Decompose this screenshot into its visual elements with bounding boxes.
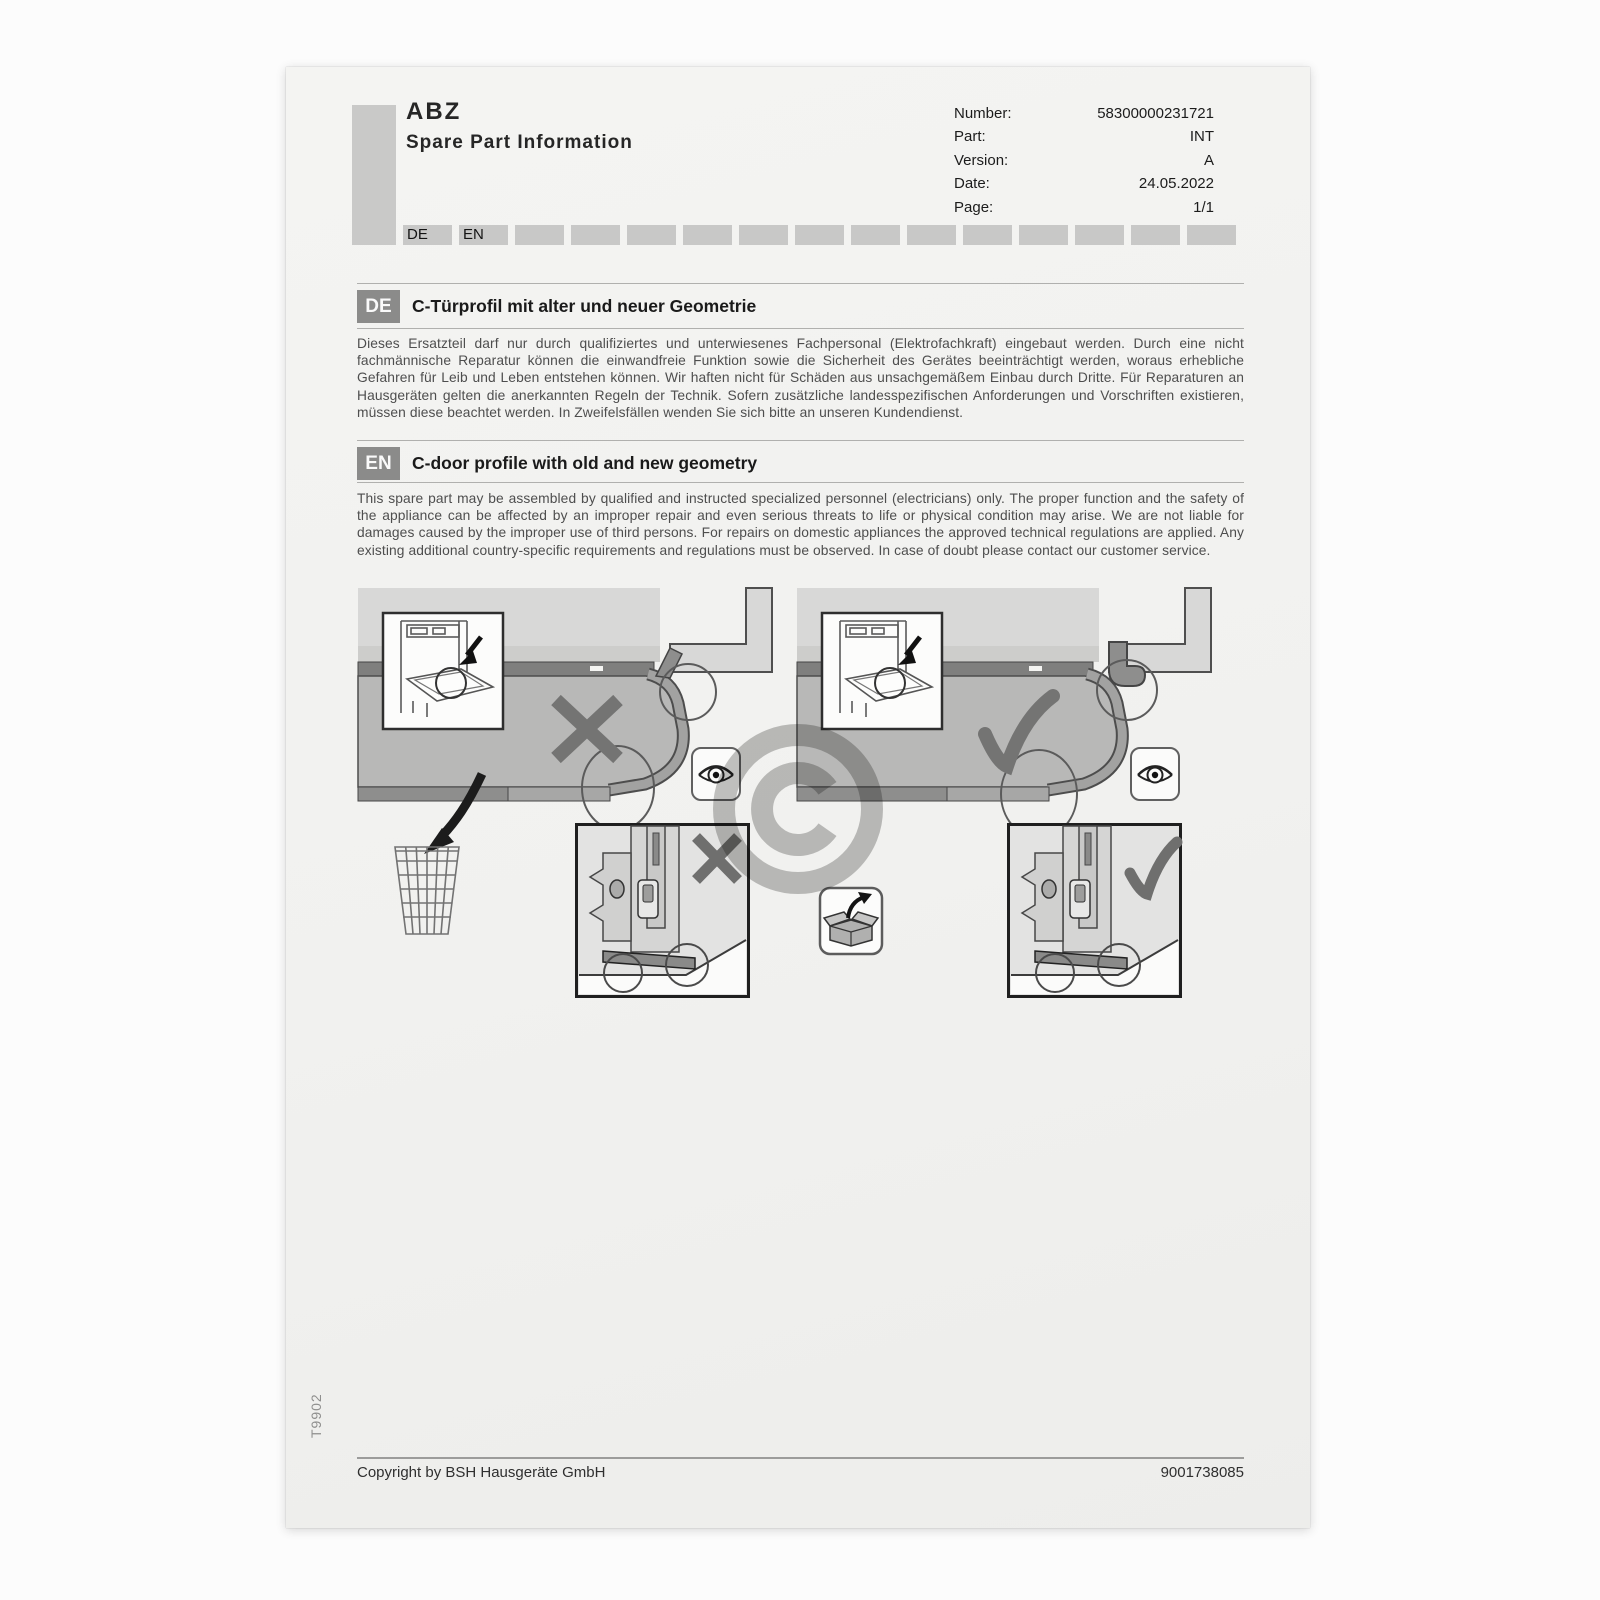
- meta-row-number: [954, 102, 1214, 125]
- document-meta: [954, 102, 1214, 219]
- side-form-code: T9902: [308, 1393, 324, 1438]
- meta-row-part: [954, 125, 1214, 148]
- meta-value: 24.05.2022: [1138, 175, 1214, 193]
- meta-value: INT: [1189, 128, 1214, 146]
- oven-inset-thumbnail: [383, 613, 503, 729]
- language-badge-de: DE: [357, 290, 400, 323]
- language-badge-en: EN: [357, 447, 400, 480]
- meta-row-date: [954, 172, 1214, 195]
- tab-blank: [851, 225, 900, 245]
- meta-value: 58300000231721: [1097, 105, 1214, 122]
- tab-blank: [795, 225, 844, 245]
- section-title-de: C-Türprofil mit alter und neuer Geometrie: [412, 296, 757, 316]
- material-number: 9001738085: [1160, 1464, 1244, 1481]
- footer: [357, 1464, 1244, 1481]
- tab-blank: [1131, 225, 1180, 245]
- footer-divider: [357, 1457, 1244, 1459]
- section-body-en: This spare part may be assembled by qualified and instructed specialized personnel (electricians) only. The proper function and the safety of the appliance can be affected by an improper repair and even serious threats to life or physical condition may arise. We are not liable for damages caused by the improper use of third persons. For repairs on domestic appliances the approved technical regulations are applied. Any existing additional country-specific requirements and regulations must be observed. In case of doubt please contact our customer service.: [357, 491, 1244, 558]
- meta-label: Page:: [954, 198, 994, 216]
- spare-part-info-sheet: [286, 67, 1310, 1528]
- section-title-en: C-door profile with old and new geometry: [412, 453, 758, 473]
- meta-value: 1/1: [1193, 198, 1214, 216]
- header-gray-bar: [352, 105, 396, 245]
- section-divider: [357, 328, 1244, 329]
- tab-de: DE: [403, 225, 452, 245]
- hinge-detail-box: [1009, 825, 1181, 997]
- tab-blank: [1187, 225, 1236, 245]
- copyright-text: Copyright by BSH Hausgeräte GmbH: [357, 1464, 606, 1481]
- tab-blank: [571, 225, 620, 245]
- eye-icon: [1131, 748, 1179, 800]
- tab-blank: [627, 225, 676, 245]
- meta-value: A: [1203, 151, 1214, 169]
- meta-label: Number:: [954, 105, 1012, 122]
- oven-inset-thumbnail: [822, 613, 942, 729]
- section-divider: [357, 440, 1244, 441]
- unbox-icon: [820, 888, 882, 954]
- section-divider: [357, 283, 1244, 284]
- language-tab-strip: [403, 225, 1248, 245]
- meta-label: Part:: [954, 128, 986, 146]
- section-body-de: Dieses Ersatzteil darf nur durch qualifiziertes und unterwiesenes Fachpersonal (Elektrofachkraft) eingebaut werden. Durch eine nicht fachmännische Reparatur können die einwandfreie Funktion sowie die Sicherheit des Gerätes beeinträchtigt werden, woraus erhebliche Gefahren für Leib und Leben entstehen können. Wir haften nicht für Schäden aus unsachgemäßem Einbau durch Dritte. Für Reparaturen an Hausgeräten gelten die anerkannten Regeln der Technik. Sofern zusätzliche landesspezifischen Anforderungen und Vorschriften existieren, müssen diese beachtet werden. In Zweifelsfällen wenden Sie sich bitte an unseren Kundendienst.: [357, 336, 1244, 420]
- tab-blank: [515, 225, 564, 245]
- meta-row-page: [954, 196, 1214, 219]
- brand-title: ABZ: [406, 98, 462, 125]
- meta-label: Version:: [954, 151, 1009, 169]
- tab-en: EN: [459, 225, 508, 245]
- section-divider: [357, 482, 1244, 483]
- tab-blank: [963, 225, 1012, 245]
- tab-blank: [683, 225, 732, 245]
- meta-row-version: [954, 149, 1214, 172]
- copyright-watermark-icon: [710, 721, 886, 897]
- tab-blank: [1075, 225, 1124, 245]
- tab-blank: [1019, 225, 1068, 245]
- waste-basket-icon: [395, 847, 459, 934]
- document-subtitle: Spare Part Information: [406, 132, 633, 153]
- tab-blank: [739, 225, 788, 245]
- meta-label: Date:: [954, 175, 990, 193]
- tab-blank: [907, 225, 956, 245]
